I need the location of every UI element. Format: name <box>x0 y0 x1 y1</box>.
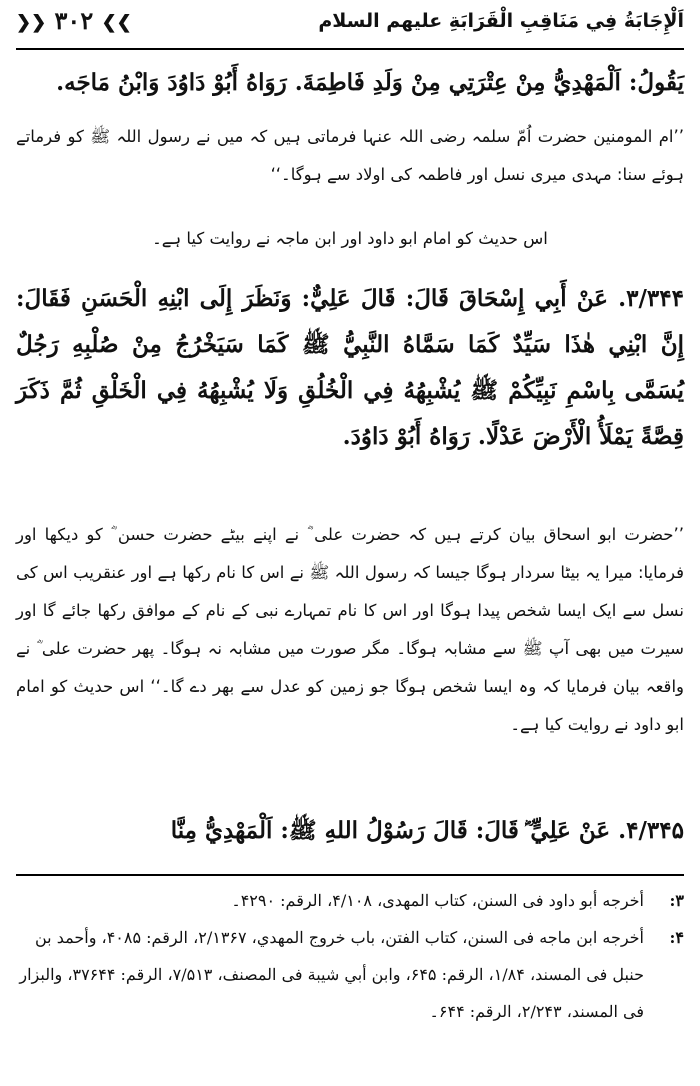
footnote-text: أخرجه أبو داود فی السنن، کتاب المهدی، ۴/۱۰۸، الرقم: ۴۲۹۰۔ <box>231 891 644 910</box>
urdu-translation-1: ’’ام المومنین حضرت اُمّ سلمہ رضی اللہ عنہا فرماتی ہیں کہ میں نے رسول اللہ ﷺ کو فرماتے ہوئے سنا: مہدی میری نسل اور فاطمہ کی اولاد سے ہوگا۔‘‘ <box>16 127 684 184</box>
page-number: ۳۰۲ <box>54 6 94 35</box>
urdu-translation-2: ’’حضرت ابو اسحاق بیان کرتے ہیں کہ حضرت علی ؓ نے اپنے بیٹے حضرت حسن ؓ کو دیکھا اور فرمایا: میرا یہ بیٹا سردار ہوگا جیسا کہ رسول اللہ ﷺ نے اس کا نام رکھا ہے اور عنقریب اس کی نسل سے ایک ایسا شخص پیدا ہوگا اور اس کا نام تمہارے نبی کے نام کے موافق رکھا جائے گا اور سیرت میں بھی آپ ﷺ سے مشابہ ہوگا۔ مگر صورت میں مشابہ نہ ہوگا۔ پھر حضرت علی ؓ نے واقعہ بیان فرمایا کہ وہ ایسا شخص ہوگا جو زمین کو عدل سے بھر دے گا۔‘‘ اس حدیث کو امام ابو داود نے روایت کیا ہے۔ <box>16 525 684 734</box>
footnotes <box>16 882 684 1030</box>
ornament-right-icon: ❯❯ <box>101 12 132 33</box>
arabic-hadith-tail: يَقُولُ: اَلْمَهْدِيُّ مِنْ عِتْرَتِي مِنْ وَلَدِ فَاطِمَةَ. رَوَاهُ أَبُوْ دَاوُدَ وَابْنُ مَاجَه. <box>56 69 684 96</box>
page-number-box <box>16 6 132 35</box>
footnote-item <box>16 882 684 919</box>
urdu-attribution-1: اس حدیث کو امام ابو داود اور ابن ماجہ نے روایت کیا ہے۔ <box>152 229 548 248</box>
footnote-number: ۴: <box>669 928 684 947</box>
ornament-left-icon: ❮❮ <box>16 12 47 33</box>
book-title: اَلْإِجَابَةُ فِي مَنَاقِبِ الْقَرَابَةِ علیهم السلام <box>318 10 684 32</box>
footnote-rule <box>16 874 684 876</box>
arabic-hadith-345: ۴/۳۴۵. عَنْ عَلِيٍّ ؓ قَالَ: قَالَ رَسُوْلُ اللهِ ﷺ: اَلْمَهْدِيُّ مِنَّا <box>170 817 684 844</box>
page-header <box>16 4 684 44</box>
footnote-text: أخرجه ابن ماجه فی السنن، کتاب الفتن، باب خروج المهدي، ۲/۱۳۶۷، الرقم: ۴۰۸۵، وأحمد بن حنبل فی المسند، ۱/۸۴، الرقم: ۶۴۵، وابن أبي شيبة فی المصنف، ۷/۵۱۳، الرقم: ۳۷۶۴۴، والبزار فی المسند، ۲/۲۴۳، الرقم: ۶۴۴۔ <box>19 928 644 1021</box>
arabic-hadith-344: ۳/۳۴۴. عَنْ أَبِي إِسْحَاقَ قَالَ: قَالَ عَلِيٌّ: وَنَظَرَ إِلَى ابْنِهِ الْحَسَنِ فَقَالَ: إِنَّ ابْنِي هٰذَا سَيِّدٌ كَمَا سَمَّاهُ النَّبِيُّ ﷺ كَمَا سَيَخْرُجُ مِنْ صُلْبِهِ رَجُلٌ يُسَمَّى بِاسْمِ نَبِيِّكُمْ ﷺ يُشْبِهُهُ فِي الْخُلُقِ وَلَا يُشْبِهُهُ فِي الْخَلْقِ ثُمَّ ذَكَرَ قِصَّةً يَمْلَأُ الْأَرْضَ عَدْلًا. رَوَاهُ أَبُوْ دَاوُدَ. <box>16 285 684 450</box>
footnote-item <box>16 919 684 1030</box>
footnote-number: ۳: <box>669 891 684 910</box>
header-rule <box>16 48 684 50</box>
